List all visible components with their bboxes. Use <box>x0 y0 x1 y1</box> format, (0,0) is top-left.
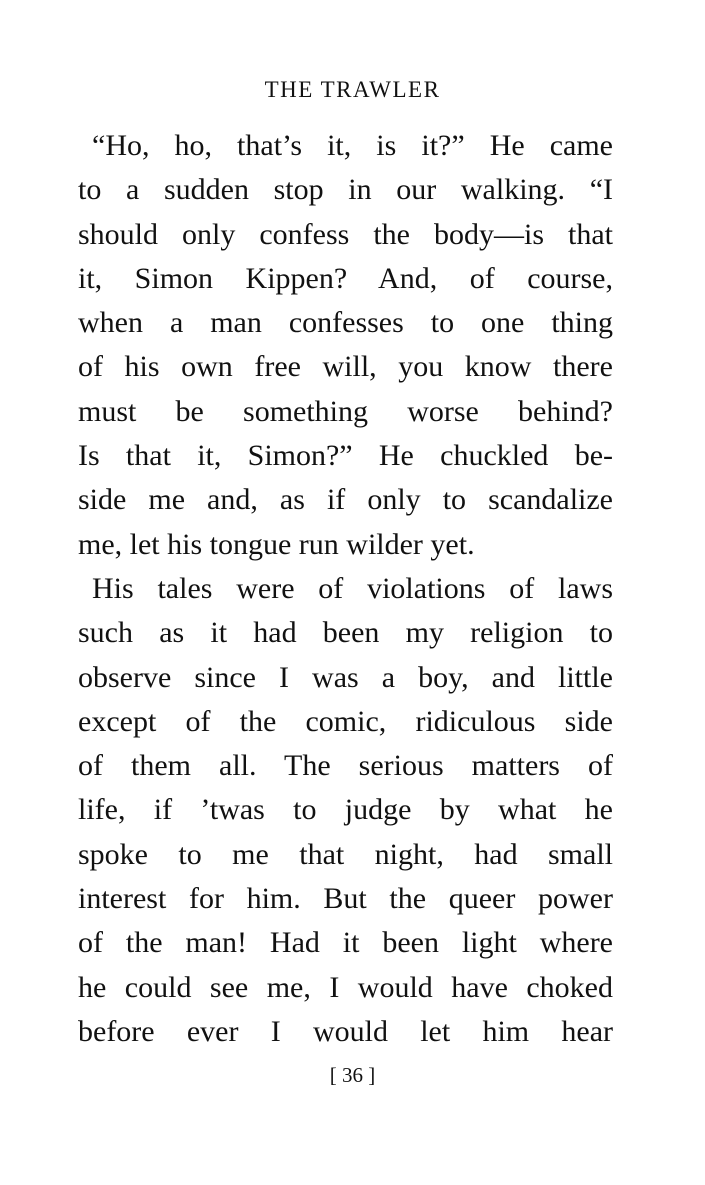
text-line: Is that it, Simon?” He chuckled be- <box>78 439 613 473</box>
text-line: of the man! Had it been light where <box>78 926 613 960</box>
text-line: to a sudden stop in our walking. “I <box>78 173 613 207</box>
body-text <box>78 124 613 1054</box>
text-line: side me and, as if only to scandalize <box>78 483 613 517</box>
running-head: THE TRAWLER <box>264 77 441 102</box>
text-line: of them all. The serious matters of <box>78 749 613 783</box>
text-line: such as it had been my religion to <box>78 616 613 650</box>
text-line: me, let his tongue run wilder yet. <box>78 527 475 561</box>
text-line: it, Simon Kippen? And, of course, <box>78 261 613 295</box>
text-line: must be something worse behind? <box>78 394 613 428</box>
text-line: of his own free will, you know there <box>78 350 613 384</box>
text-line: spoke to me that night, had small <box>78 837 613 871</box>
text-line: His tales were of violations of laws <box>92 571 613 605</box>
text-line: he could see me, I would have choked <box>78 970 613 1004</box>
text-line: except of the comic, ridiculous side <box>78 704 613 738</box>
text-line: should only confess the body—is that <box>78 217 613 251</box>
text-line: interest for him. But the queer power <box>78 882 613 916</box>
text-line: when a man confesses to one thing <box>78 306 613 340</box>
text-line: “Ho, ho, that’s it, is it?” He came <box>92 129 613 162</box>
text-line: life, if ’twas to judge by what he <box>78 793 613 827</box>
text-line: before ever I would let him hear <box>78 1014 613 1048</box>
text-line: observe since I was a boy, and little <box>78 660 613 694</box>
page-number: [ 36 ] <box>329 1063 376 1087</box>
